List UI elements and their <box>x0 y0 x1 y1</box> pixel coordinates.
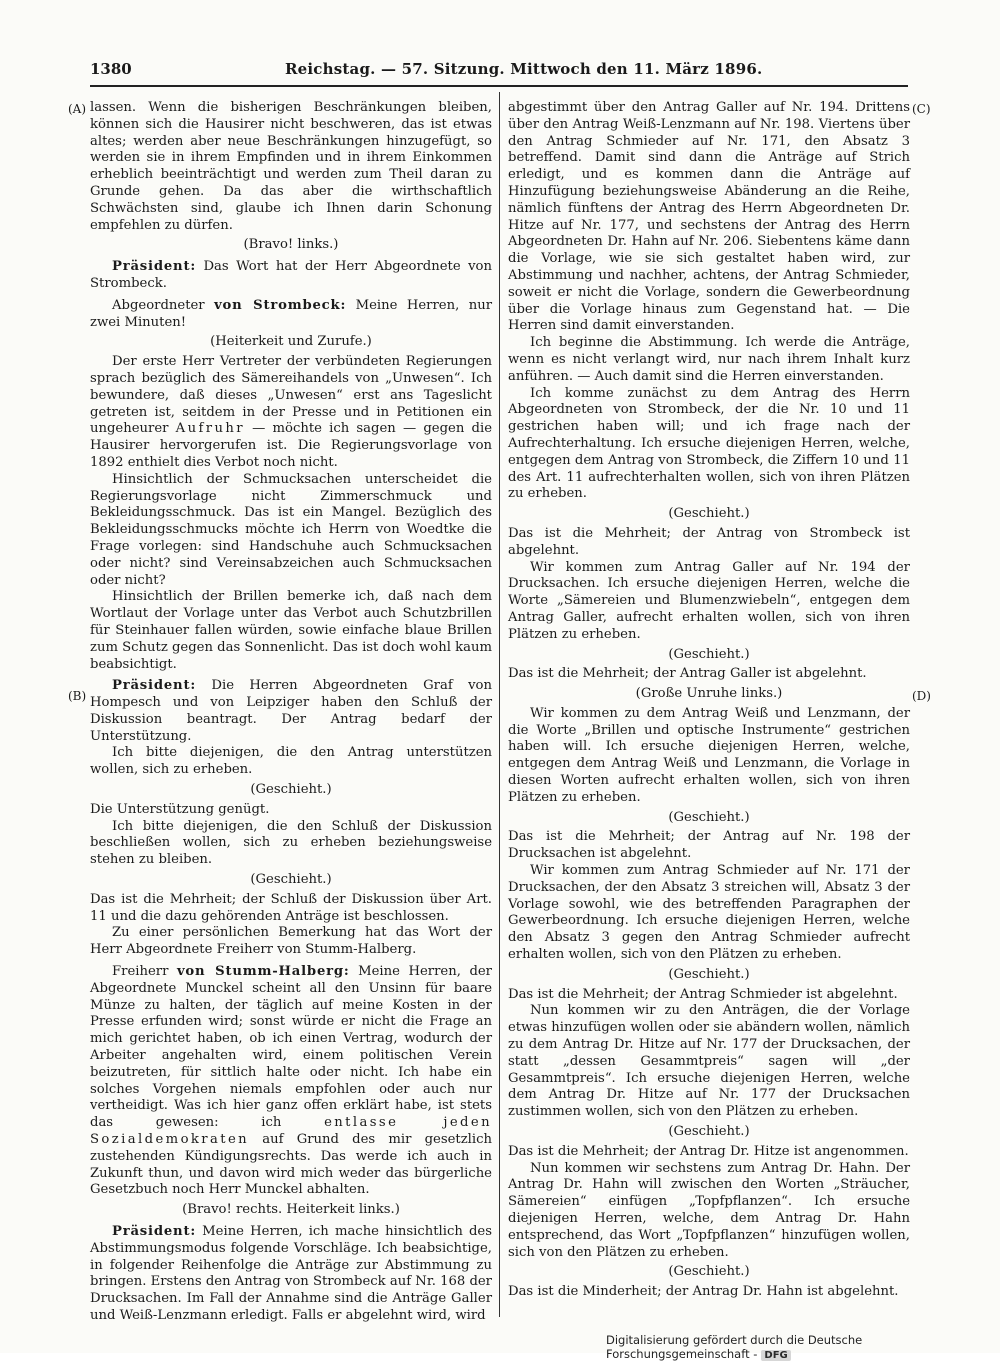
speech-paragraph <box>90 964 492 1199</box>
paragraph: Das ist die Mehrheit; der Antrag von Strombeck ist abgelehnt. <box>508 525 910 558</box>
column-divider <box>499 92 500 1317</box>
speaker-name: Präsident: <box>112 678 197 694</box>
speech-text: Meine Herren, nur zwei Minuten! <box>90 297 493 330</box>
paragraph: Das ist die Mehrheit; der Antrag Dr. Hitze ist angenommen. <box>508 1143 909 1159</box>
speaker-prefix: Abgeordneter <box>112 297 215 313</box>
paragraph: abgestimmt über den Antrag Galler auf Nr. 194. Drittens über den Antrag Weiß-Lenzmann auf Nr. 198. Viertens über den Antrag Schmieder auf Nr. 171, den Absatz 3 betreffend. Damit sind dann die Anträge auf Strich erledigt, und es kommen dann die Anträge auf Hinzufügung beziehungsweise Abänderung an die Reihe, nämlich fünftens der Antrag des Herrn Abgeordneten Dr. Hitze auf Nr. 177, und sechstens der Antrag des Herrn Abgeordneten Dr. Hahn auf Nr. 206. Siebentens käme dann die Vorlage, wie sie sich gestaltet haben wird, zur Abstimmung und nachher, achtens, der Antrag Schmieder, soweit er nicht die Vorlage, sondern die Gewerbeordnung über die Vorlage hinaus zum Gegenstand hat. — Die Herren sind damit einverstanden. <box>508 100 910 334</box>
text-run: — möchte ich sagen — gegen die Hausirer hervorgerufen ist. Die Regierungsvorlage von 1892 enthielt dies Verbot noch nicht. <box>90 421 492 470</box>
paragraph: Das ist die Mehrheit; der Antrag auf Nr. 198 der Drucksachen ist abgelehnt. <box>508 829 910 862</box>
interjection: (Geschieht.) <box>668 646 750 662</box>
interjection: (Geschieht.) <box>668 966 750 982</box>
header-rule <box>90 85 908 87</box>
margin-marker-a: (A) <box>68 102 87 116</box>
paragraph: Wir kommen zum Antrag Galler auf Nr. 194 der Drucksachen. Ich ersuche diejenigen Herren, welche die Worte „Sämereien und Blumenzwiebeln“, entgegen dem Antrag Galler, aufrecht erhalten wollen, sich von ihren Plätzen zu erheben. <box>508 559 910 642</box>
paragraph: Ich beginne die Abstimmung. Ich werde die Anträge, wenn es nicht verlangt wird, nur nach ihrem Inhalt kurz anführen. — Auch damit sind die Herren einverstanden. <box>508 335 910 384</box>
interjection: (Bravo! rechts. Heiterkeit links.) <box>182 1202 400 1218</box>
speech-paragraph <box>90 1224 492 1325</box>
paragraph: Nun kommen wir zu den Anträgen, die der Vorlage etwas hinzufügen wollen oder sie abändern wollen, nämlich zu dem Antrag Dr. Hitze auf Nr. 177 der Drucksachen, der statt „dessen Gesammtpreis“ sagen will „der Gesammtpreis“. Ich ersuche diejenigen Herren, welche dem Antrag Dr. Hitze auf Nr. 177 der Drucksachen zustimmen wollen, sich von den Plätzen zu erheben. <box>508 1003 910 1120</box>
paragraph: Das ist die Mehrheit; der Schluß der Diskussion über Art. 11 und die dazu gehörenden Anträge ist beschlossen. <box>90 891 492 924</box>
paragraph: Hinsichtlich der Brillen bemerke ich, daß nach dem Wortlaut der Vorlage unter das Verbot auch Schutzbrillen für Steinhauer fallen würden, sowie einfache blaue Brillen zum Schutz gegen das Sonnenlicht. Das ist doch wohl kaum beabsichtigt. <box>90 589 492 672</box>
margin-marker-d: (D) <box>912 689 931 703</box>
paragraph: Ich bitte diejenigen, die den Antrag unterstützen wollen, sich zu erheben. <box>90 745 492 778</box>
speaker-name: Präsident: <box>112 1224 197 1239</box>
paragraph: Nun kommen wir sechstens zum Antrag Dr. Hahn. Der Antrag Dr. Hahn will zwischen den Worten „Sträucher, Sämereien“ einfügen „Topfpflanzen“. Ich ersuche diejenigen Herren, welche, dem Antrag Dr. Hahn entsprechend, das Wort „Topfpflanzen“ hinzufügen wollen, sich von den Plätzen zu erheben. <box>508 1160 910 1260</box>
speech-text: Die Herren Abgeordneten Graf von Hompesch und von Leipziger haben den Schluß der Diskussion beantragt. Der Antrag bedarf der Unterstützung. <box>90 678 492 744</box>
footer-text: Digitalisierung gefördert durch die Deutsche Forschungsgemeinschaft - <box>606 1333 863 1361</box>
left-column <box>90 100 492 1325</box>
paragraph: Die Unterstützung genügt. <box>90 801 270 817</box>
speech-paragraph <box>90 259 492 293</box>
running-title: Reichstag. — 57. Sitzung. Mittwoch den 11. März 1896. <box>285 60 763 78</box>
margin-marker-c: (C) <box>912 102 931 116</box>
speech-paragraph <box>90 678 492 745</box>
interjection: (Große Unruhe links.) <box>635 686 783 702</box>
interjection: (Geschieht.) <box>250 872 332 888</box>
paragraph: Ich komme zunächst zu dem Antrag des Herrn Abgeordneten von Strombeck, der die Nr. 10 und 11 gestrichen haben will; und ich frage nach der Aufrechterhaltung. Ich ersuche diejenigen Herren, welche, entgegen dem Antrag von Strombeck, die Ziffern 10 und 11 des Art. 11 aufrechterhalten wollen, sich von ihren Plätzen zu erheben. <box>508 385 910 502</box>
paragraph: Das ist die Mehrheit; der Antrag Schmieder ist abgelehnt. <box>508 986 898 1002</box>
right-column <box>508 100 910 1301</box>
text-run: Meine Herren, der Abgeordnete Munckel scheint all den Unsinn für baare Münze zu halten, der täglich auf meine Kosten in der Presse erfunden wird; sonst würde er nicht die Frage an mich gerichtet haben, ob ich einen Vertrag, wodurch der Arbeiter angehalten wird, einem politischen Verein beizutreten, für sittlich halte oder nicht. Ich habe ein solches Vorgehen niemals empfohlen oder auch nur vertheidigt. Was ich hier ganz offen erklärt habe, ist stets das gewesen: ich <box>90 964 492 1131</box>
interjection: (Geschieht.) <box>250 782 332 798</box>
text-run: Der erste Herr Vertreter der verbündeten Regierungen sprach bezüglich des Sämereihandels von „Unwesen“. Ich bewundere, daß dieses „Unwesen“ erst ans Tageslicht getreten ist, seitdem in der Presse und in Petitionen ein ungeheurer <box>90 354 492 437</box>
speech-text: Das Wort hat der Herr Abgeordnete von Strombeck. <box>90 259 492 291</box>
paragraph <box>90 354 492 472</box>
interjection: (Geschieht.) <box>668 1124 750 1140</box>
paragraph: Ich bitte diejenigen, die den Schluß der Diskussion beschließen wollen, sich zu erheben beziehungsweise stehen zu bleiben. <box>90 818 492 868</box>
speech-paragraph <box>90 298 492 332</box>
margin-marker-b: (B) <box>68 689 87 703</box>
paragraph: Das ist die Minderheit; der Antrag Dr. Hahn ist abgelehnt. <box>508 1284 899 1300</box>
emphasis-spaced: entlasse jeden Sozialdemokraten <box>90 1115 492 1148</box>
speaker-name: von Strombeck: <box>214 297 347 313</box>
interjection: (Heiterkeit und Zurufe.) <box>210 334 372 350</box>
paragraph: Das ist die Mehrheit; der Antrag Galler ist abgelehnt. <box>508 666 867 682</box>
paragraph: Wir kommen zu dem Antrag Weiß und Lenzmann, der die Worte „Brillen und optische Instrumente“ gestrichen haben will. Ich ersuche diejenigen Herren, welche, entgegen dem Antrag Weiß und Lenzmann, die Vorlage in diesen Worten aufrecht erhalten wollen, sich von ihren Plätzen zu erheben. <box>508 705 910 805</box>
paragraph: Zu einer persönlichen Bemerkung hat das Wort der Herr Abgeordnete Freiherr von Stumm-Halberg. <box>90 925 492 958</box>
page-header <box>90 60 908 82</box>
interjection: (Geschieht.) <box>668 809 750 825</box>
interjection: (Geschieht.) <box>668 506 750 522</box>
interjection: (Bravo! links.) <box>243 237 339 253</box>
speaker-name: von Stumm-Halberg: <box>176 964 350 980</box>
page-number: 1380 <box>90 60 132 78</box>
paragraph: lassen. Wenn die bisherigen Beschränkungen bleiben, können sich die Hausirer nicht beschweren, das ist etwas altes; werden aber neue Beschränkungen hinzugefügt, so werden sie in ihrem Empfinden und in ihrem Einkommen erheblich beeinträchtigt und werden zum Theil daran zu Grunde gehen. Da das aber die wirthschaftlich Schwächsten sind, glaube ich Ihnen darin Schonung empfehlen zu dürfen. <box>90 100 492 233</box>
speech-text: Meine Herren, ich mache hinsichtlich des Abstimmungsmodus folgende Vorschläge. Ich beabsichtige, in folgender Reihenfolge die Anträge zur Abstimmung zu bringen. Erstens den Antrag von Strombeck auf Nr. 168 der Drucksachen. Im Fall der Annahme sind die Anträge Galler und Weiß-Lenzmann erledigt. Falls er abgelehnt wird, wird <box>90 1224 492 1323</box>
speaker-name: Präsident: <box>112 259 197 275</box>
paragraph: Hinsichtlich der Schmucksachen unterscheidet die Regierungsvorlage nicht Zimmerschmuck und Bekleidungsschmuck. Das ist ein Mangel. Bezüglich des Bekleidungsschmucks möchte ich Herrn von Woedtke die Frage vorlegen: sind Handschuhe auch Schmucksachen oder nicht? sind Vereinsabzeichen auch Schmucksachen oder nicht? <box>90 471 492 588</box>
paragraph: Wir kommen zum Antrag Schmieder auf Nr. 171 der Drucksachen, der den Absatz 3 streichen will, Absatz 3 der Vorlage sowohl, wie des betreffenden Paragraphen der Gewerbeordnung. Ich ersuche diejenigen Herren, welche den Absatz 3 gegen den Antrag Schmieder aufrecht erhalten wollen, sich von den Plätzen zu erheben. <box>508 863 910 963</box>
emphasis-spaced: Aufruhr <box>175 421 245 437</box>
dfg-logo: DFG <box>761 1350 790 1361</box>
speaker-prefix: Freiherr <box>112 964 177 980</box>
interjection: (Geschieht.) <box>668 1264 750 1280</box>
funding-footer <box>606 1333 1000 1361</box>
text-run: auf Grund des mir gesetzlich zustehenden Kündigungsrechts. Das werde ich auch in Zukunft thun, und davon wird mich weder das bürgerliche Gesetzbuch noch Herr Munckel abhalten. <box>90 1132 492 1198</box>
